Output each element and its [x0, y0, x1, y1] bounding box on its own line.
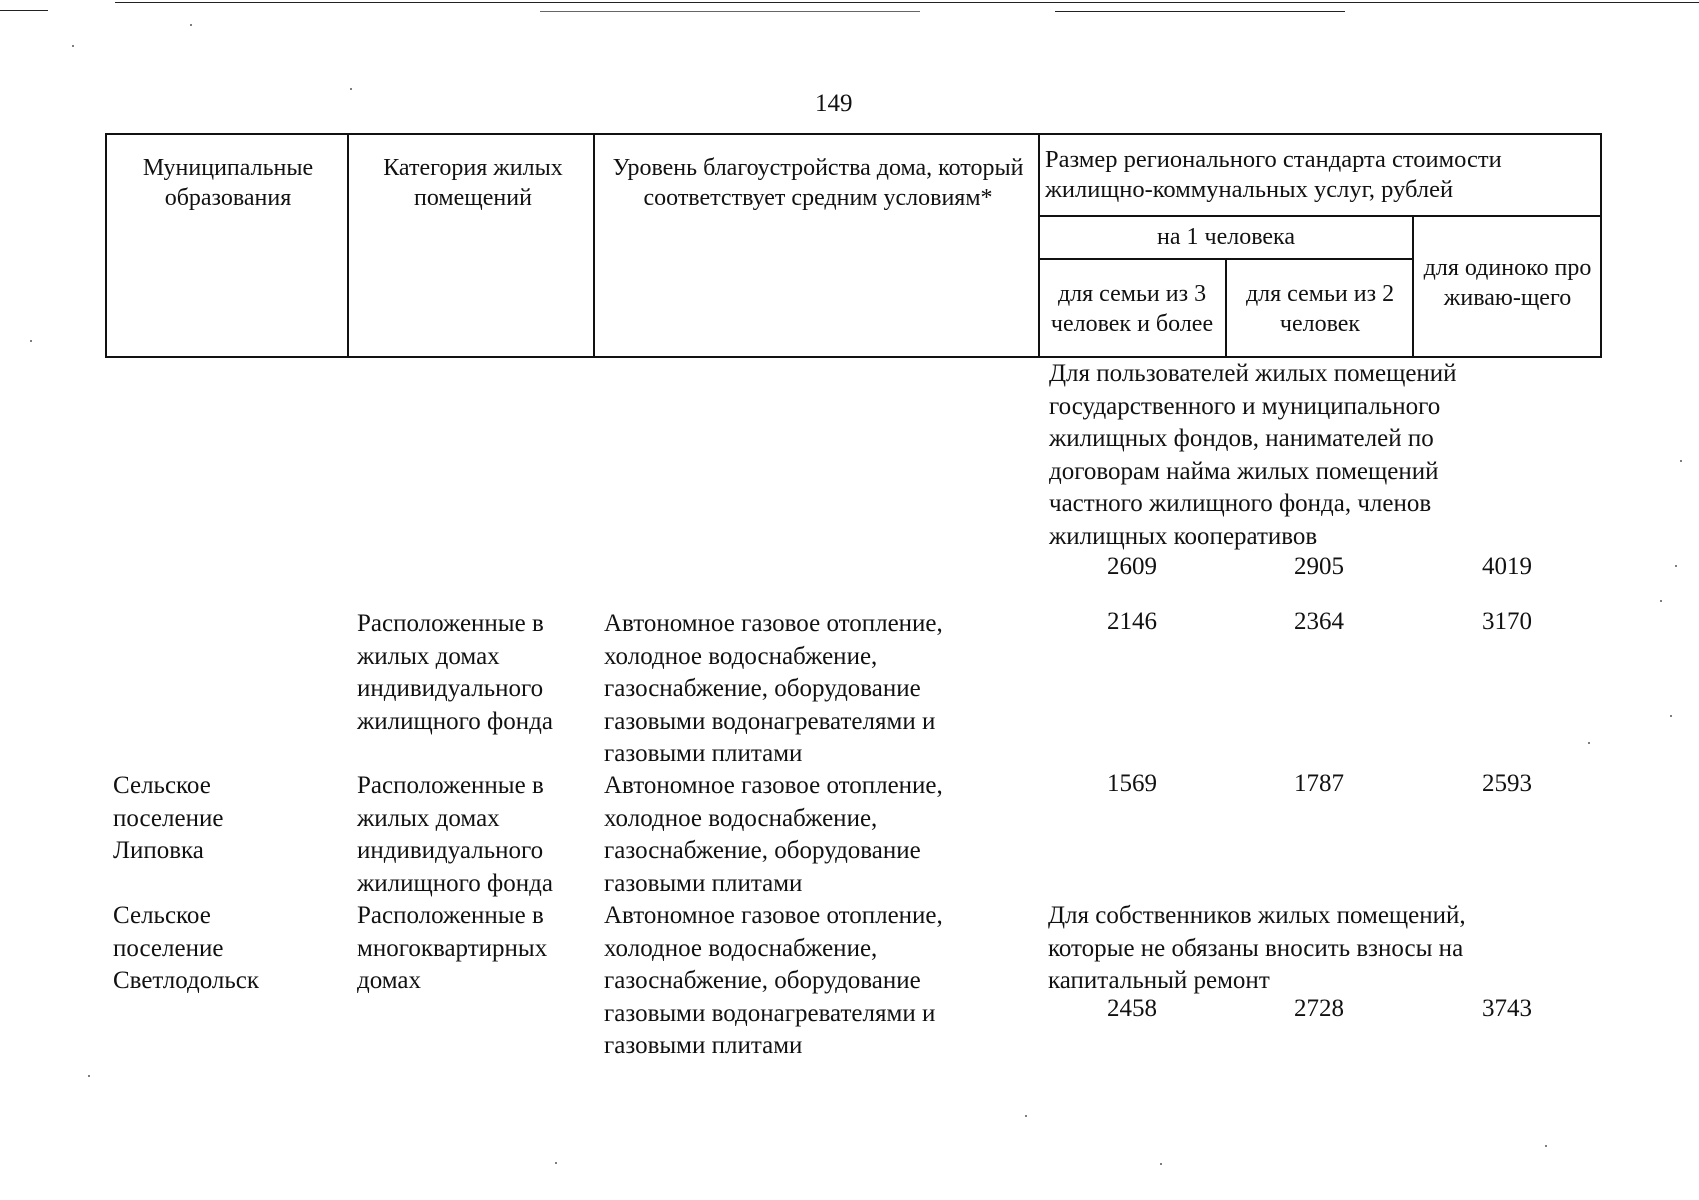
scan-artifact-lines [0, 0, 1699, 20]
row3-level: Автономное газовое отопление, холодное водоснабжение, газоснабжение, оборудование газовыми водонагревателями и газовыми плитами [604, 902, 943, 1059]
scan-speck [1545, 1145, 1547, 1147]
scan-speck [1025, 1115, 1027, 1117]
header-level: Уровень благоустройства дома, который соответствует средним условиям* [612, 155, 1024, 211]
row2-value-family3: 1569 [1107, 770, 1157, 797]
row2-category: Расположенные в жилых домах индивидуального жилищного фонда [357, 772, 553, 897]
header-per-person: на 1 человека [1157, 224, 1295, 250]
value-section1-single: 4019 [1482, 553, 1532, 580]
value-section1-family2: 2905 [1294, 553, 1344, 580]
scan-speck [350, 88, 352, 90]
scan-speck [1670, 715, 1672, 717]
header-family2: для семьи из 2 человек [1245, 281, 1395, 337]
scan-speck [1588, 742, 1590, 744]
scan-speck [30, 340, 32, 342]
header-table [105, 133, 1602, 358]
value-section2-family3: 2458 [1107, 995, 1157, 1022]
row2-level: Автономное газовое отопление, холодное водоснабжение, газоснабжение, оборудование газовыми плитами [604, 772, 943, 897]
row3-municipality: Сельское поселение Светлодольск [113, 902, 259, 994]
row1-value-single: 3170 [1482, 608, 1532, 635]
page-number: 149 [815, 90, 853, 117]
row1-level: Автономное газовое отопление, холодное водоснабжение, газоснабжение, оборудование газовыми водонагревателями и газовыми плитами [604, 610, 943, 767]
value-section2-family2: 2728 [1294, 995, 1344, 1022]
header-standard: Размер регионального стандарта стоимости жилищно-коммунальных услуг, рублей [1045, 146, 1502, 203]
value-section2-single: 3743 [1482, 995, 1532, 1022]
scan-speck [1675, 565, 1677, 567]
scan-speck [1680, 460, 1682, 462]
row1-value-family2: 2364 [1294, 608, 1344, 635]
section-note-owners: Для собственников жилых помещений, которые не обязаны вносить взносы на капитальный ремонт [1048, 902, 1466, 994]
scan-speck [190, 24, 192, 26]
header-municipal: Муниципальные образования [142, 155, 314, 211]
scan-speck [72, 45, 74, 47]
scan-speck [1660, 600, 1662, 602]
row2-municipality: Сельское поселение Липовка [113, 772, 224, 864]
section-note-tenants: Для пользователей жилых помещений государственного и муниципального жилищных фондов, нанимателей по договорам найма жилых помещений частного жилищного фонда, членов жилищных кооперативов [1049, 360, 1457, 550]
row2-value-single: 2593 [1482, 770, 1532, 797]
scan-speck [1160, 1163, 1162, 1165]
row1-value-family3: 2146 [1107, 608, 1157, 635]
row1-category: Расположенные в жилых домах индивидуального жилищного фонда [357, 610, 553, 735]
header-category: Категория жилых помещений [383, 155, 563, 211]
scan-speck [88, 1075, 90, 1077]
header-single: для одиноко проживаю-щего [1423, 255, 1592, 311]
row2-value-family2: 1787 [1294, 770, 1344, 797]
value-section1-family3: 2609 [1107, 553, 1157, 580]
row3-category: Расположенные в многоквартирных домах [357, 902, 548, 994]
scan-speck [555, 1162, 557, 1164]
header-family3: для семьи из 3 человек и более [1050, 281, 1214, 337]
